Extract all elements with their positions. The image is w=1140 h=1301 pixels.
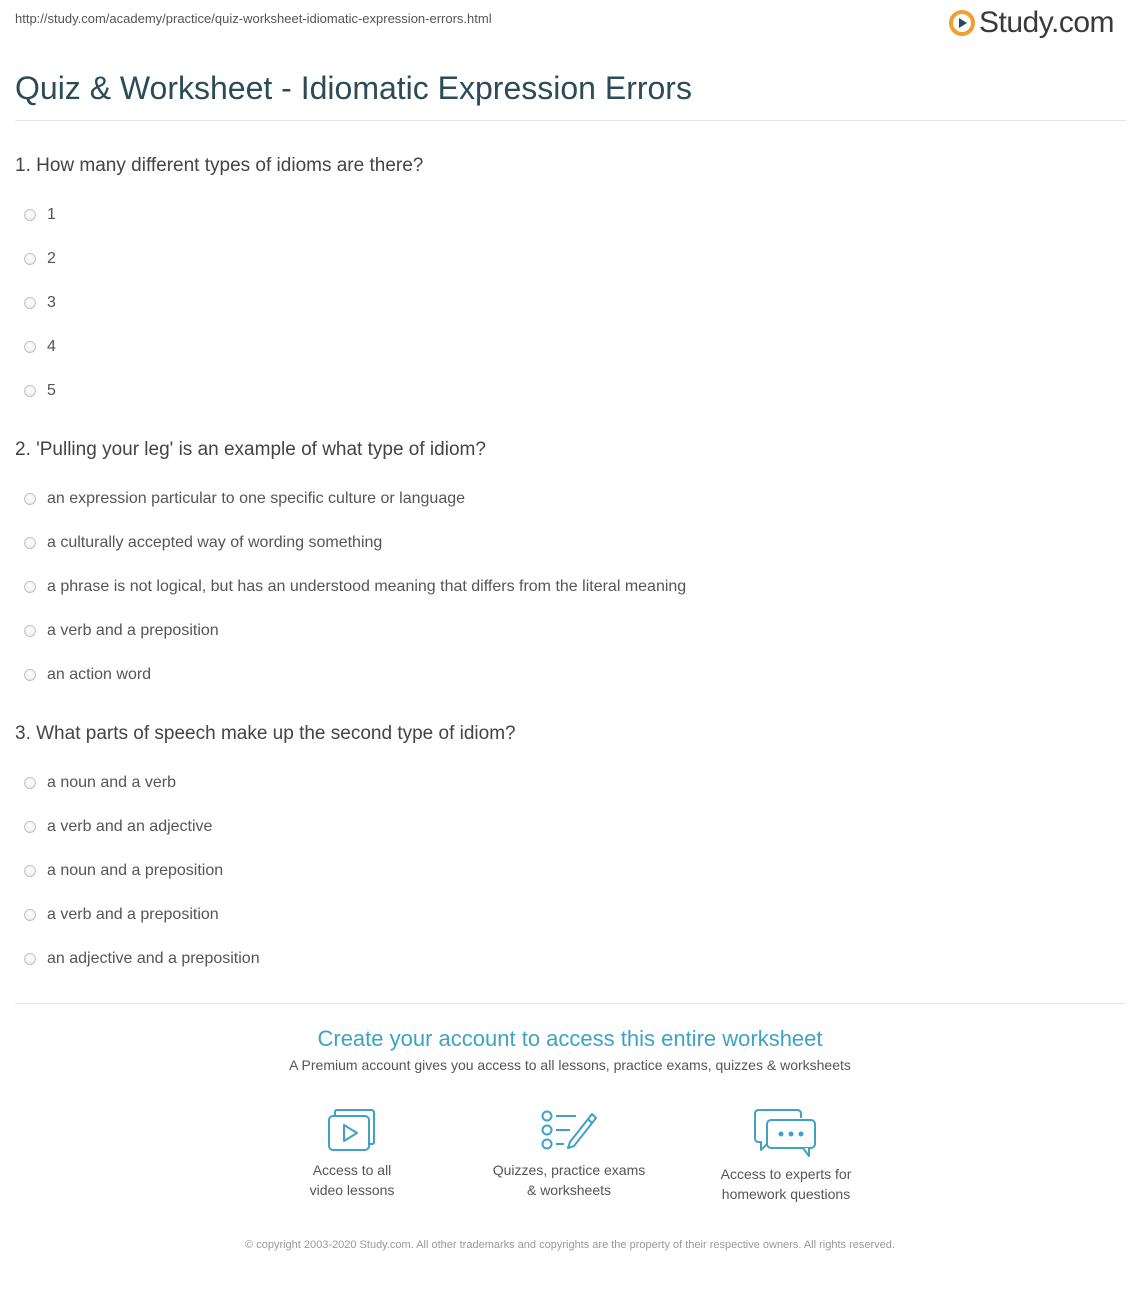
- answer-label: an expression particular to one specific culture or language: [47, 490, 466, 507]
- answer-label: a phrase is not logical, but has an understood meaning that differs from the literal meaning: [47, 578, 687, 595]
- logo-play-icon: [949, 10, 975, 36]
- quiz-checklist-icon: [540, 1108, 598, 1154]
- feature-label: Access to all video lessons: [309, 1162, 395, 1198]
- answer-label: 5: [47, 382, 56, 399]
- page-url: http://study.com/academy/practice/quiz-worksheet-idiomatic-expression-errors.html: [15, 11, 492, 26]
- radio-button[interactable]: [24, 777, 36, 789]
- copyright-notice: © copyright 2003-2020 Study.com. All other trademarks and copyrights are the property of their respective owners. All rights reserved.: [245, 1239, 895, 1251]
- answer-label: a verb and an adjective: [47, 818, 213, 835]
- radio-button[interactable]: [24, 253, 36, 265]
- answer-option[interactable]: [15, 893, 1115, 937]
- question-2: [15, 435, 1115, 697]
- answer-label: 4: [47, 338, 56, 355]
- question-1: [15, 151, 1115, 413]
- answer-option[interactable]: [15, 805, 1115, 849]
- radio-button[interactable]: [24, 341, 36, 353]
- answer-label: a noun and a verb: [47, 774, 176, 791]
- radio-button[interactable]: [24, 821, 36, 833]
- question-text: 1. How many different types of idioms are there?: [15, 155, 424, 176]
- radio-button[interactable]: [24, 625, 36, 637]
- answer-option[interactable]: [15, 609, 1115, 653]
- answer-option[interactable]: [15, 237, 1115, 281]
- radio-button[interactable]: [24, 537, 36, 549]
- question-text: 3. What parts of speech make up the second type of idiom?: [15, 723, 516, 744]
- answer-label: a verb and a preposition: [47, 622, 219, 639]
- answer-options: [15, 193, 1115, 413]
- radio-button[interactable]: [24, 385, 36, 397]
- answer-options: [15, 477, 1115, 697]
- logo-text: Study.com: [979, 6, 1114, 39]
- radio-button[interactable]: [24, 493, 36, 505]
- answer-label: an adjective and a preposition: [47, 950, 260, 967]
- radio-button[interactable]: [24, 669, 36, 681]
- create-account-link[interactable]: Create your account to access this entire worksheet: [317, 1026, 823, 1051]
- feature-label: Quizzes, practice exams & worksheets: [492, 1162, 646, 1198]
- question-3: [15, 719, 1115, 981]
- study-logo[interactable]: [949, 6, 1114, 40]
- question-text: 2. 'Pulling your leg' is an example of what type of idiom?: [15, 439, 486, 460]
- answer-option[interactable]: [15, 369, 1115, 413]
- answer-option[interactable]: [15, 193, 1115, 237]
- radio-button[interactable]: [24, 209, 36, 221]
- title-divider: [15, 120, 1125, 121]
- page-title: Quiz & Worksheet - Idiomatic Expression Errors: [15, 70, 692, 106]
- answer-options: [15, 761, 1115, 981]
- radio-button[interactable]: [24, 909, 36, 921]
- answer-option[interactable]: [15, 521, 1115, 565]
- answer-option[interactable]: [15, 937, 1115, 981]
- cta-divider: [15, 1003, 1125, 1004]
- premium-description: A Premium account gives you access to all lessons, practice exams, quizzes & worksheets: [289, 1057, 851, 1073]
- answer-option[interactable]: [15, 477, 1115, 521]
- feature-quizzes: [469, 1108, 669, 1200]
- radio-button[interactable]: [24, 581, 36, 593]
- chat-bubbles-icon: [753, 1108, 819, 1158]
- answer-option[interactable]: [15, 281, 1115, 325]
- feature-label: Access to experts for homework questions: [720, 1166, 852, 1202]
- answer-label: 1: [47, 206, 56, 223]
- answer-option[interactable]: [15, 653, 1115, 697]
- answer-option[interactable]: [15, 565, 1115, 609]
- answer-label: a culturally accepted way of wording something: [47, 534, 383, 551]
- video-lessons-icon: [326, 1108, 378, 1154]
- answer-label: a verb and a preposition: [47, 906, 219, 923]
- answer-option[interactable]: [15, 761, 1115, 805]
- answer-option[interactable]: [15, 325, 1115, 369]
- answer-label: 2: [47, 250, 56, 267]
- radio-button[interactable]: [24, 865, 36, 877]
- answer-label: a noun and a preposition: [47, 862, 224, 879]
- radio-button[interactable]: [24, 953, 36, 965]
- answer-label: an action word: [47, 666, 152, 683]
- answer-option[interactable]: [15, 849, 1115, 893]
- feature-experts: [686, 1108, 886, 1204]
- feature-video-lessons: [252, 1108, 452, 1200]
- answer-label: 3: [47, 294, 56, 311]
- radio-button[interactable]: [24, 297, 36, 309]
